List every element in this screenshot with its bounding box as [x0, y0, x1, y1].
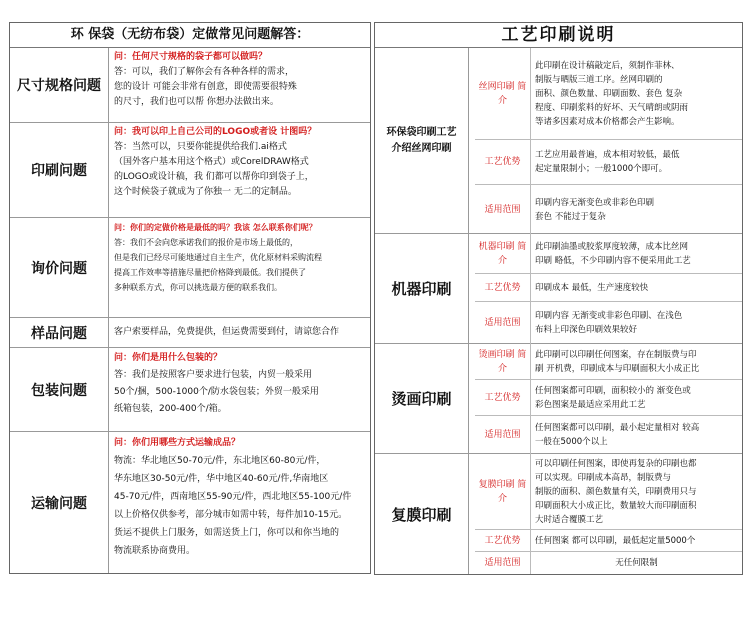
tech-sub-text	[535, 456, 738, 527]
tech-sub-text-content: 印刷内容 无渐变或非彩色印刷、在浅色 布料上印深色印刷效果较好	[535, 311, 683, 335]
faq-answer: 答：我们是按照客户要求进行包装，内贸一般采用 50个/捆，500-1000个/防水袋包装；外贸一般采用 纸箱包装，200-400个/箱。	[114, 370, 319, 414]
tech-sub-label: 烫画印刷 简介	[475, 344, 531, 379]
faq-row-sample	[10, 318, 370, 348]
faq-row-label: 样品问题	[10, 318, 109, 347]
faq-row-size	[10, 48, 370, 123]
tech-sub-text-content: 工艺应用最普遍，成本相对较低，最低 起定量限制小；一般1000个即可。	[535, 150, 680, 174]
tech-group-heat-transfer	[375, 344, 742, 454]
tech-sub-label: 适用范围	[475, 302, 531, 344]
faq-row-price	[10, 218, 370, 318]
faq-row-body	[114, 350, 366, 429]
tech-sub-intro	[475, 48, 742, 140]
tech-sub-label: 复膜印刷 简介	[475, 454, 531, 529]
tech-sub-text-content: 任何图案都可印刷，面积较小的 渐变色或 彩色图案是最适应采用此工艺	[535, 385, 691, 410]
tech-sub-advantage	[475, 274, 742, 302]
tech-sub-text	[535, 304, 738, 342]
faq-title: 环 保袋（无纺布袋）定做常见问题解答：	[10, 23, 370, 48]
tech-sub-label: 机器印刷 简介	[475, 234, 531, 273]
tech-sub-intro	[475, 344, 742, 380]
tech-sub-text-content: 任何图案 都可以印刷，最低起定量5000个	[535, 535, 696, 546]
tech-sub-advantage	[475, 530, 742, 552]
faq-row-body	[114, 50, 366, 120]
faq-row-shipping	[10, 432, 370, 573]
tech-sub-text	[535, 276, 738, 299]
tech-sub-text-content: 任何图案都可以印刷，最小起定量相对 较高 一般在5000个以上	[535, 423, 700, 447]
tech-sub-label: 适用范围	[475, 185, 531, 234]
tech-sub-text-content: 无任何限制	[615, 558, 658, 568]
tech-sub-text	[535, 418, 738, 452]
tech-sub-text	[535, 382, 738, 413]
faq-row-print	[10, 123, 370, 218]
faq-row-body	[114, 125, 366, 215]
faq-answer: 客户索要样品，免费提供，但运费需要到付，请谅您合作	[114, 327, 340, 337]
faq-row-label: 询价问题	[10, 218, 109, 317]
faq-question: 问：我可以印上自己公司的LOGO或者设 计图吗？	[114, 127, 317, 137]
tech-sub-text-content: 此印刷在设计稿敲定后，须制作菲林、 制版与晒版三道工序。丝网印刷的 面积、颜色数量、印刷面数、套色 复杂 程度、印刷浆料的好坏、天气晴朗或阴雨 等诸多因素对成本价格都会产生影响。	[535, 60, 689, 127]
tech-sub-scope	[475, 185, 742, 234]
faq-row-body	[114, 434, 366, 571]
tech-group-name: 环保袋印刷工艺 介绍丝网印刷	[375, 48, 469, 233]
faq-row-label: 运输问题	[10, 432, 109, 573]
faq-row-label: 印刷问题	[10, 123, 109, 217]
faq-row-body	[114, 220, 366, 315]
tech-sub-label: 工艺优势	[475, 274, 531, 301]
faq-row-body	[114, 320, 366, 345]
tech-group-screen	[375, 48, 742, 234]
tech-sub-text-content: 可以印刷任何图案，即使再复杂的印刷也都 可以实现。印刷成本高昂，制版费与 制版的面积、颜色数量有关，印刷费用只与 印刷面积大小成正比，数量较大而印刷面积 大时适合覆膜工艺	[535, 458, 697, 525]
tech-group-name: 复膜印刷	[375, 454, 469, 574]
tech-sub-text	[535, 187, 738, 232]
tech-sub-scope	[475, 552, 742, 574]
faq-answer: 物流：华北地区50-70元/件，东北地区60-80元/件， 华东地区30-50元/件，华中地区40-60元/件,华南地区 45-70元/件，西南地区55-90元/件，西北地区55-100元/件 以上价格仅供参考，部分城市如需中转，每件加10-15元。 货运不提供上门服务，如需送货上门，你可以和你当地的 物流联系协商费用。	[114, 456, 352, 556]
faq-answer: 答：我们不会向您承诺我们的报价是市场上最低的， 但是我们已经尽可能地通过自主生产，优化原材料采购流程 提高工作效率等措施尽量把价格降到最低。我们提供了 多种联系方式，你可以挑选最方便的联系我们。	[114, 238, 322, 292]
tech-sub-scope	[475, 416, 742, 454]
tech-sub-text	[535, 142, 738, 182]
tech-sub-label: 适用范围	[475, 416, 531, 454]
tech-sub-text-content: 印刷成本 最低，生产速度较快	[535, 282, 649, 293]
tech-group-name: 烫画印刷	[375, 344, 469, 453]
tech-sub-text-content: 此印刷油墨或胶浆厚度较薄，成本比丝网 印刷 略低，不少印刷内容不便采用此工艺	[535, 241, 691, 266]
tech-title: 工艺印刷说明	[375, 23, 742, 48]
faq-row-packaging	[10, 348, 370, 432]
tech-sub-text-content: 此印刷可以印刷任何图案，存在制版费与印 刷 开机费，印刷成本与印刷面积大小成正比	[535, 349, 700, 374]
tech-group-name: 机器印刷	[375, 234, 469, 343]
faq-answer: 答：可以，我们了解你会有各种各样的需求， 您的设计 可能会非常有创意，即使需要很特殊 的尺寸，我们也可以帮 你想办法做出来。	[114, 67, 297, 107]
tech-sub-label: 工艺优势	[475, 380, 531, 415]
tech-group-machine	[375, 234, 742, 344]
tech-sub-scope	[475, 302, 742, 344]
tech-sub-text-content: 印刷内容无渐变色或非彩色印刷 套色 不能过于复杂	[535, 197, 655, 222]
tech-sub-label: 工艺优势	[475, 530, 531, 551]
tech-sub-text	[535, 346, 738, 377]
tech-sub-text	[535, 554, 738, 572]
tech-panel	[374, 22, 743, 575]
tech-sub-advantage	[475, 380, 742, 416]
tech-sub-text	[535, 532, 738, 549]
tech-sub-advantage	[475, 140, 742, 185]
faq-question: 问：你们的定做价格是最低的吗？我该 怎么联系你们呢？	[114, 223, 317, 232]
faq-question: 问：任何尺寸规格的袋子都可以做吗？	[114, 52, 268, 62]
tech-sub-intro	[475, 454, 742, 530]
faq-question: 问：你们是用什么包装的？	[114, 353, 223, 363]
faq-panel	[9, 22, 371, 574]
tech-sub-label: 工艺优势	[475, 140, 531, 184]
tech-sub-intro	[475, 234, 742, 274]
faq-row-label: 包装问题	[10, 348, 109, 431]
tech-sub-label: 丝网印刷 简介	[475, 48, 531, 139]
tech-sub-text	[535, 50, 738, 137]
tech-sub-text	[535, 236, 738, 271]
faq-question: 问：你们用哪些方式运输成品？	[114, 438, 241, 448]
faq-row-label: 尺寸规格问题	[10, 48, 109, 122]
faq-answer: 答：当然可以，只要你能提供给我们.ai格式 （国外客户基本用这个格式）或CorelDRAW格式 的LOGO或设计稿，我 们都可以帮你印到袋子上， 这个时候袋子就成为了你独一 无二的定制品。	[114, 142, 314, 197]
tech-group-lamination	[375, 454, 742, 574]
tech-sub-label: 适用范围	[475, 552, 531, 574]
